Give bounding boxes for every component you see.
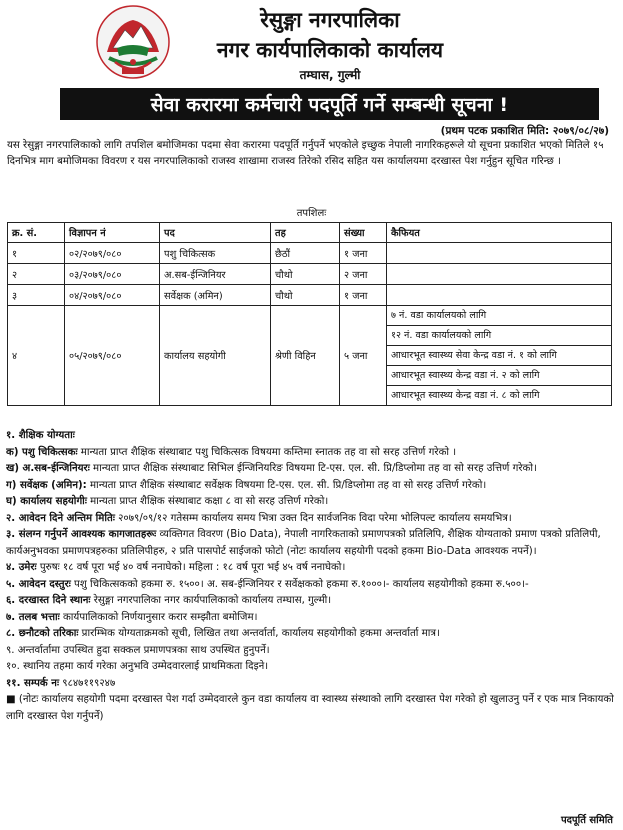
note-age: ४. उमेरः पुरुषः १८ वर्ष पूरा भई ४० वर्ष ननाघेको। महिला : १८ वर्ष पूरा भई ४५ वर्ष ननाघेको।	[6, 562, 346, 573]
note-final: ■ (नोटः कार्यालय सहयोगी पदमा दरखास्त पेश गर्दा उम्मेदवारले कुन वडा कार्यालय वा स्वास्थ्य संस्थाको लागि दरखास्त पेश गरेको हो खुलाउनु पर्ने र एक मात्र निकायको लागि दरखास्त पेश गर्नुपर्ने)	[6, 694, 614, 722]
table-caption: तपशिलः	[296, 208, 327, 219]
cell-ad-no: ०२/२०७९/०८०	[65, 243, 160, 264]
header	[0, 0, 623, 86]
note-deadline: २. आवेदन दिने अन्तिम मितिः २०७९/०९/१२ गतेसम्म कार्यालय समय भित्रा उक्त दिन सार्वजनिक विदा परेमा भोलिपल्ट कार्यालय समयभित्र।	[6, 512, 512, 524]
cell-sn: ३	[8, 285, 65, 306]
note-place: ६. दरखास्त दिने स्थानः रेसुङ्गा नगरपालिका नगर कार्यपालिकाको कार्यालय तम्घास, गुल्मी।	[6, 595, 332, 606]
intro-paragraph: यस रेसुङ्गा नगरपालिकाको लागि तपशिल बमोजिमका पदमा सेवा करारमा पदपूर्ति गर्नुपर्ने भएकोले इच्छुक नेपाली नागरिकहरूले यो सूचना प्रकाशित भएको मितिले १५ दिनभित्र माग बमोजिमका विवरण र यस नगरपालिकाको राजस्व शाखामा राजस्व तिरेको रसिद सहित यस कार्यालयमा दरखास्त पेश गर्नुहुन सूचित गरिन्छ ।	[7, 140, 604, 167]
cell-ad-no: ०४/२०७९/०८०	[65, 285, 160, 306]
cell-post: अ.सब-ईन्जिनियर	[160, 264, 271, 285]
header-level: तह	[271, 223, 340, 243]
cell-post: पशु चिकित्सक	[160, 243, 271, 264]
note-salary: ७. तलब भत्ताः कार्यपालिकाको निर्णयानुसार करार सम्झौता बमोजिम।	[6, 611, 258, 623]
vacancy-table	[7, 222, 612, 406]
notes-section	[6, 428, 616, 725]
office-location: तम्घास, गुल्मी	[299, 68, 361, 82]
cell-sn: ४	[8, 306, 65, 406]
remark-item: १२ नं. वडा कार्यालयको लागि	[387, 326, 611, 346]
cell-post: सर्वेक्षक (अमिन)	[160, 285, 271, 306]
notice-title: सेवा करारमा कर्मचारी पदपूर्ति गर्ने सम्बन्धी सूचना !	[150, 94, 509, 116]
cell-count: १ जना	[340, 243, 387, 264]
note-contact: ११. सम्पर्क नः ९८४७११९२४७	[6, 677, 116, 689]
note-qualification-heading: १. शैक्षिक योग्यताः	[6, 430, 75, 441]
remark-item: आधारभूत स्वास्थ्य केन्द्र वडा नं. ८ को लागि	[391, 390, 540, 401]
table-row	[8, 285, 612, 306]
cell-count: २ जना	[340, 264, 387, 285]
cell-remarks	[387, 264, 612, 285]
notice-title-banner	[60, 88, 599, 120]
cell-remarks	[387, 285, 612, 306]
cell-level: छैठौं	[271, 243, 340, 264]
note-item-vet: क) पशु चिकित्सकः मान्यता प्राप्त शैक्षिक संस्थाबाट पशु चिकित्सक विषयमा कम्तिमा स्नातक तह वा सो सरह उत्तिर्ण गरेको ।	[6, 446, 457, 458]
header-ad-no: विज्ञापन नं	[65, 223, 160, 243]
note-item-office-helper: घ) कार्यालय सहयोगीः मान्यता प्राप्त शैक्षिक संस्थाबाट कक्षा ८ वा सो सरह उत्तिर्ण गरेको।	[6, 496, 329, 507]
header-count: संख्या	[340, 223, 387, 243]
nepal-emblem-logo	[95, 4, 171, 80]
signature-committee: पदपूर्ति समिति	[560, 815, 613, 826]
cell-remarks	[387, 306, 612, 406]
header-sn: क्र. सं.	[8, 223, 65, 243]
note-fee: ५. आवेदन दस्तुरः पशु चिकित्सकको हकमा रु. १५००। अ. सब-ईन्जिनियर र सर्वेक्षकको हकमा रु.१०००।- कार्यालय सहयोगीको हकमा रु.५००।-	[6, 578, 529, 590]
note-selection: ८. छनौटको तरिकाः प्रारम्भिक योग्यताक्रमको सूची, लिखित तथा अन्तर्वार्ता, कार्यालय सहयोगीको हकमा अन्तर्वार्ता मात्र।	[6, 628, 440, 639]
header-remarks: कैफियत	[387, 223, 612, 243]
note-item-surveyor: ग) सर्वेक्षक (अमिन): मान्यता प्राप्त शैक्षिक संस्थाबाट सर्वेक्षक विषयमा टि-एस. एल. सी. प्रि/डिप्लोमा तह वा सो सरह उत्तिर्ण गरेको।	[6, 479, 487, 491]
cell-level: चौथो	[271, 264, 340, 285]
cell-ad-no: ०५/२०७९/०८०	[65, 306, 160, 406]
office-name: नगर कार्यपालिकाको कार्यालय	[216, 38, 444, 62]
table-row	[8, 306, 612, 406]
publication-date: (प्रथम पटक प्रकाशित मिति: २०७९/०८/२७)	[440, 125, 609, 137]
cell-level: चौथो	[271, 285, 340, 306]
cell-post: कार्यालय सहयोगी	[160, 306, 271, 406]
note-item-sub-engineer: ख) अ.सब-ईन्जिनियरः मान्यता प्राप्त शैक्षिक संस्थाबाट सिभिल ईन्जिनियरिङ विषयमा टि-एस. एल. सी. प्रि/डिप्लोमा तह वा सो सरह उत्तिर्ण गरेको।	[6, 463, 537, 474]
header-post: पद	[160, 223, 271, 243]
table-row	[8, 243, 612, 264]
cell-remarks	[387, 243, 612, 264]
remark-item: आधारभूत स्वास्थ्य केन्द्र वडा नं. २ को लागि	[387, 366, 611, 386]
cell-count: ५ जना	[340, 306, 387, 406]
cell-ad-no: ०३/२०७९/०८०	[65, 264, 160, 285]
table-header-row	[8, 223, 612, 243]
municipality-name: रेसुङ्गा नगरपालिका	[260, 8, 400, 32]
remark-item: ७ नं. वडा कार्यालयको लागि	[387, 306, 611, 326]
note-interview: ९. अन्तर्वार्तामा उपस्थित हुदा सक्कल प्रमाणपत्रका साथ उपस्थित हुनुपर्ने।	[6, 644, 270, 656]
note-documents: ३. संलग्न गर्नुपर्ने आवश्यक कागजातहरूः व्यक्तिगत विवरण (Bio Data), नेपाली नागरिकताको प्रमाणपत्रको प्रतिलिपि, शैक्षिक योग्यताको प्रमाण पत्रको प्रतिलिपी, कार्यअनुभवका प्रमाणपत्रहरुका प्रतिलिपीहरु, २ प्रति पासपोर्ट साईजको फोटो (नोटः कार्यालय सहयोगी पदको हकमा Bio-Data आवश्यक नपर्ने)।	[6, 529, 601, 557]
table-row	[8, 264, 612, 285]
cell-sn: २	[8, 264, 65, 285]
cell-count: १ जना	[340, 285, 387, 306]
remark-item: आधारभूत स्वास्थ्य सेवा केन्द्र वडा नं. १ को लागि	[387, 346, 611, 366]
note-priority: १०. स्थानिय तहमा कार्य गरेका अनुभवि उम्मेदवारलाई प्राथमिकता दिइने।	[6, 661, 269, 672]
cell-level: श्रेणी विहिन	[271, 306, 340, 406]
cell-sn: १	[8, 243, 65, 264]
